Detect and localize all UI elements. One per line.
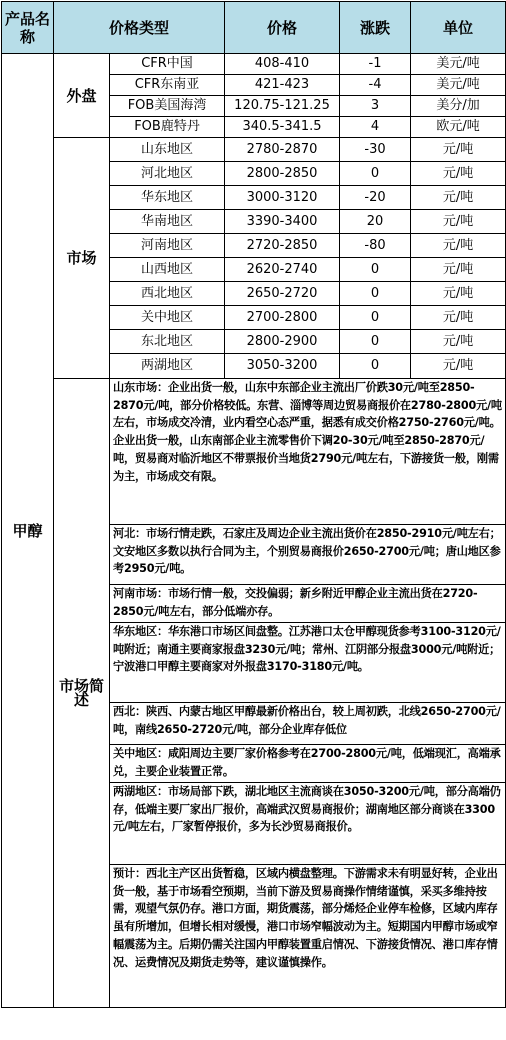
row-price: 2700-2800: [225, 306, 340, 330]
row-change: 0: [340, 330, 411, 354]
row-type: 山东地区: [110, 138, 225, 162]
summary-hebei: 河北：市场行情走跌，石家庄及周边企业主流出货价在2850-2910元/吨左右；文安地区多数以执行合同为主，个别贸易商报价2650-2700元/吨；唐山地区参考2950元/吨。: [110, 525, 506, 585]
row-type: 华南地区: [110, 210, 225, 234]
row-price: 408-410: [225, 54, 340, 75]
row-type: 河北地区: [110, 162, 225, 186]
row-change: 0: [340, 306, 411, 330]
row-type: CFR中国: [110, 54, 225, 75]
row-type: 东北地区: [110, 330, 225, 354]
summary-huadong: 华东地区：华东港口市场区间盘整。江苏港口太仓甲醇现货参考3100-3120元/吨附近；南通主要商家报盘3230元/吨；常州、江阴部分报盘3000元/吨附近；宁波港口甲醇主要商家对外报盘3170-3180元/吨。: [110, 623, 506, 703]
row-change: 0: [340, 282, 411, 306]
summary-row: [2, 379, 506, 525]
summary-lianghu: 两湖地区：市场局部下跌，湖北地区主流商谈在3050-3200元/吨，部分高端仍存，低端主要厂家出厂报价，高端武汉贸易商报价；湖南地区部分商谈在3300元/吨左右，厂家暂停报价，多为长沙贸易商报价。: [110, 783, 506, 865]
row-change: -30: [340, 138, 411, 162]
row-unit: 美分/加: [411, 96, 506, 117]
row-type: 河南地区: [110, 234, 225, 258]
row-price: 340.5-341.5: [225, 117, 340, 138]
row-type: 山西地区: [110, 258, 225, 282]
row-unit: 元/吨: [411, 210, 506, 234]
row-price: 2620-2740: [225, 258, 340, 282]
row-change: 20: [340, 210, 411, 234]
row-change: 4: [340, 117, 411, 138]
row-price: 3390-3400: [225, 210, 340, 234]
header-change: 涨跌: [340, 2, 411, 54]
summary-xibei: 西北：陕西、内蒙古地区甲醇最新价格出台，较上周初跌，北线2650-2700元/吨，南线2650-2720元/吨，部分企业库存低位: [110, 703, 506, 745]
row-unit: 元/吨: [411, 306, 506, 330]
group-outer: 外盘: [54, 54, 110, 138]
row-unit: 元/吨: [411, 138, 506, 162]
summary-shandong: 山东市场：企业出货一般，山东中东部企业主流出厂价跌30元/吨至2850-2870元/吨，部分价格较低。东营、淄博等周边贸易商报价在2780-2800元/吨左右，市场成交冷清，业内看空心态严重，据悉有成交价格2750-2760元/吨。企业出货一般，山东南部企业主流零售价下调20-30元/吨至2850-2870元/吨，贸易商对临沂地区不带票报价当地货2790元/吨左右，下游接货一般，刚需为主，市场成交有限。: [110, 379, 506, 525]
price-table: [1, 1, 506, 1008]
header-unit: 单位: [411, 2, 506, 54]
row-type: CFR东南亚: [110, 75, 225, 96]
row-unit: 欧元/吨: [411, 117, 506, 138]
row-change: -20: [340, 186, 411, 210]
summary-forecast: 预计：西北主产区出货暂稳，区域内横盘整理。下游需求未有明显好转，企业出货一般，基于市场看空预期，当前下游及贸易商操作情绪谨慎，采买多维持按需，观望气氛仍存。港口方面，期货震荡，部分烯烃企业停车检修，区域内库存虽有所增加，但增长相对缓慢，港口市场窄幅波动为主。短期国内甲醇市场或窄幅震荡为主。后期仍需关注国内甲醇装置重启情况、下游接货情况、港口库存情况、运费情况及期货走势等，建议谨慎操作。: [110, 865, 506, 1008]
row-price: 2800-2850: [225, 162, 340, 186]
row-change: 0: [340, 258, 411, 282]
product-name: 甲醇: [2, 54, 54, 1008]
table-row: [2, 54, 506, 75]
row-price: 2720-2850: [225, 234, 340, 258]
row-type: 西北地区: [110, 282, 225, 306]
row-unit: 元/吨: [411, 282, 506, 306]
group-summary: 市场简述: [54, 379, 110, 1008]
group-market: 市场: [54, 138, 110, 379]
row-unit: 元/吨: [411, 258, 506, 282]
row-type: 两湖地区: [110, 354, 225, 379]
row-price: 120.75-121.25: [225, 96, 340, 117]
table-row: [2, 138, 506, 162]
row-change: -1: [340, 54, 411, 75]
header-price-type: 价格类型: [54, 2, 225, 54]
row-price: 2650-2720: [225, 282, 340, 306]
row-type: FOB鹿特丹: [110, 117, 225, 138]
row-price: 2800-2900: [225, 330, 340, 354]
row-price: 421-423: [225, 75, 340, 96]
row-unit: 元/吨: [411, 162, 506, 186]
row-unit: 美元/吨: [411, 54, 506, 75]
row-change: 0: [340, 354, 411, 379]
row-price: 3050-3200: [225, 354, 340, 379]
summary-guanzhong: 关中地区：咸阳周边主要厂家价格参考在2700-2800元/吨，低端现汇，高端承兑，主要企业装置正常。: [110, 745, 506, 783]
row-type: FOB美国海湾: [110, 96, 225, 117]
row-price: 2780-2870: [225, 138, 340, 162]
row-change: 3: [340, 96, 411, 117]
row-unit: 元/吨: [411, 186, 506, 210]
row-unit: 美元/吨: [411, 75, 506, 96]
row-change: 0: [340, 162, 411, 186]
row-type: 关中地区: [110, 306, 225, 330]
row-price: 3000-3120: [225, 186, 340, 210]
row-change: -4: [340, 75, 411, 96]
header-row: [2, 2, 506, 54]
row-type: 华东地区: [110, 186, 225, 210]
summary-henan: 河南市场：市场行情一般，交投偏弱；新乡附近甲醇企业主流出货在2720-2850元/吨左右，部分低端亦存。: [110, 585, 506, 623]
header-product: 产品名称: [2, 2, 54, 54]
row-unit: 元/吨: [411, 354, 506, 379]
row-change: -80: [340, 234, 411, 258]
row-unit: 元/吨: [411, 234, 506, 258]
row-unit: 元/吨: [411, 330, 506, 354]
header-price: 价格: [225, 2, 340, 54]
